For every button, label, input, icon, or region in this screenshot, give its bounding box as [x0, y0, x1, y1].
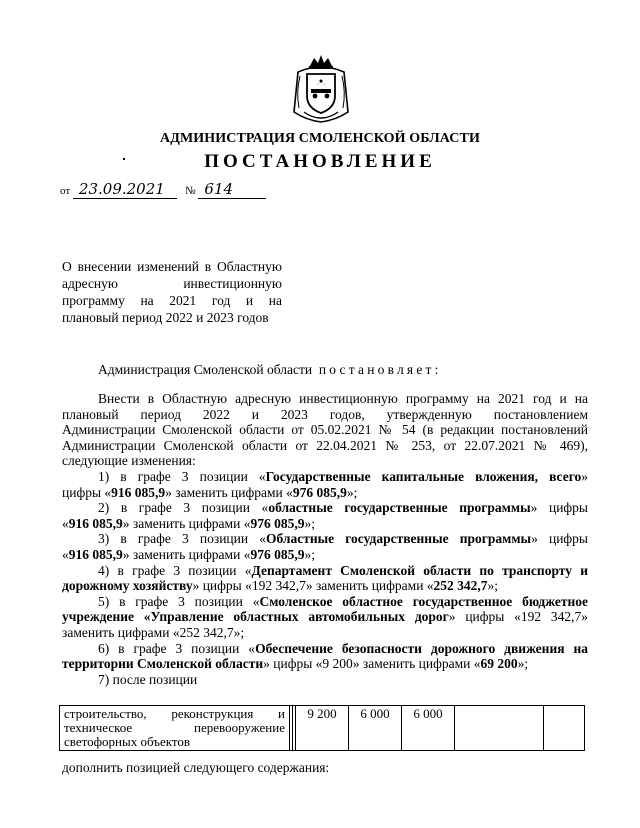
change-item-5: 5) в графе 3 позиции «Смоленское областное государственное бюджетное — [98, 593, 588, 609]
decree-subject: Администрация Смоленской области — [98, 362, 313, 377]
intro-line: Внести в Областную адресную инвестиционную программу на 2021 год и на — [98, 391, 588, 406]
document-title — [62, 258, 282, 326]
change-item-6: 6) в графе 3 позиции «Обеспечение безопасности дорожного движения на — [98, 640, 588, 656]
change-item-4-cont: дорожному хозяйству» цифры «192 342,7» заменить цифрами «252 342,7»; — [62, 578, 499, 594]
change-item-2-cont: «916 085,9» заменить цифрами «976 085,9»; — [62, 515, 315, 531]
number-prefix: № — [185, 185, 196, 197]
intro-line: Администрации Смоленской области от 22.04.2021 № 253, от 22.07.2021 № 469), — [62, 437, 588, 453]
stray-dot — [123, 158, 125, 160]
change-item-3: 3) в графе 3 позиции «Областные государственные программы» цифры — [98, 531, 588, 547]
empty-cell — [455, 706, 544, 751]
intro-line: плановый период 2022 и 2023 годов, утвержденную постановлением — [62, 406, 588, 422]
smolensk-coat-of-arms-icon — [290, 52, 352, 124]
position-table — [59, 705, 585, 751]
change-item-5-end: заменить цифрами «252 342,7»; — [62, 624, 245, 640]
value-cell: 6 000 — [402, 706, 455, 751]
empty-cell — [544, 706, 585, 751]
title-line: О внесении изменений в Областную — [62, 259, 282, 274]
change-item-2: 2) в графе 3 позиции «областные государственные программы» цифры — [98, 500, 588, 516]
date-number-line — [60, 180, 266, 199]
after-table-text: дополнить позицией следующего содержания: — [62, 760, 330, 775]
value-cell: 6 000 — [349, 706, 402, 751]
title-line: программу на 2021 год и на — [62, 293, 282, 308]
document-type: ПОСТАНОВЛЕНИЕ — [204, 151, 436, 172]
title-line: плановый период 2022 и 2023 годов — [62, 310, 269, 325]
handwritten-number: 614 — [198, 180, 266, 199]
document-body — [62, 391, 588, 687]
change-item-4: 4) в графе 3 позиции «Департамент Смоленской области по транспорту и — [98, 562, 588, 578]
organization-name: АДМИНИСТРАЦИЯ СМОЛЕНСКОЙ ОБЛАСТИ — [160, 131, 480, 146]
change-item-7: 7) после позиции — [98, 671, 198, 687]
change-item-1: 1) в графе 3 позиции «Государственные капитальные вложения, всего» — [98, 468, 588, 484]
value-cell: 9 200 — [296, 706, 349, 751]
intro-line: следующие изменения: — [62, 453, 196, 469]
position-name-cell: строительство, реконструкция и техническое перевооружение светофорных объектов — [60, 706, 290, 751]
change-item-5-cont: учреждение «Управление областных автомобильных дорог» цифры «192 342,7» — [62, 609, 588, 625]
handwritten-date: 23.09.2021 — [73, 180, 177, 199]
decree-line — [98, 362, 442, 378]
table-row — [60, 706, 585, 751]
change-item-3-cont: «916 085,9» заменить цифрами «976 085,9»; — [62, 546, 315, 562]
change-item-6-cont: территории Смоленской области» цифры «9 200» заменить цифрами «69 200»; — [62, 656, 529, 672]
date-prefix: от — [60, 185, 71, 197]
change-item-1-cont: цифры «916 085,9» заменить цифрами «976 085,9»; — [62, 484, 358, 500]
decree-verb: постановляет: — [318, 362, 442, 377]
intro-line: Администрации Смоленской области от 05.02.2021 № 54 (в редакции постановлений — [62, 422, 588, 438]
title-line: адресную инвестиционную — [62, 276, 282, 291]
